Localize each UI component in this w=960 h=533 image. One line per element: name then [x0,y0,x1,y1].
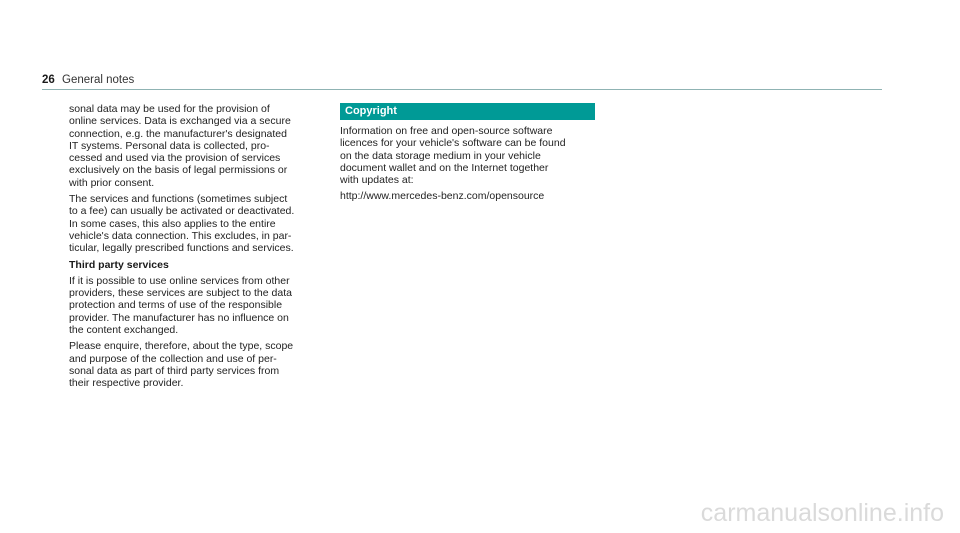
paragraph-personal-data: sonal data may be used for the provision of online services. Data is exchanged via a secure connection, e.g. the manufacturer's designated IT systems. Personal data is collected, pro- cessed and used via the provision of services exclusively on the basis of legal permissions or with prior consent. [69,103,291,189]
watermark: carmanualsonline.info [700,499,944,527]
paragraph-open-source-info: Information on free and open-source software licences for your vehicle's software can be found on the data storage medium in your vehicle document wallet and on the Internet together with updates at: [340,125,566,187]
left-column [69,103,325,394]
paragraph-enquire: Please enquire, therefore, about the type, scope and purpose of the collection and use of per- sonal data as part of third party services from their respective provider. [69,340,294,390]
header-title: General notes [62,74,135,86]
subheading-third-party-services: Third party services [69,258,169,271]
page-number: 26 [42,74,55,86]
paragraph-third-party-providers: If it is possible to use online services from other providers, these services are subject to the data protection and terms of use of the responsible provider. The manufacturer has no influence on the content exchanged. [69,274,292,337]
page-header [42,73,882,90]
section-heading-copyright: Copyright [340,103,595,120]
right-column [340,103,596,207]
opensource-url[interactable]: http://www.mercedes-benz.com/opensource [340,190,545,203]
paragraph-services-functions: The services and functions (sometimes subject to a fee) can usually be activated or deactivated. In some cases, this also applies to the entire vehicle's data connection. This excludes, in par- ticular, legally prescribed functions and services. [69,193,295,255]
